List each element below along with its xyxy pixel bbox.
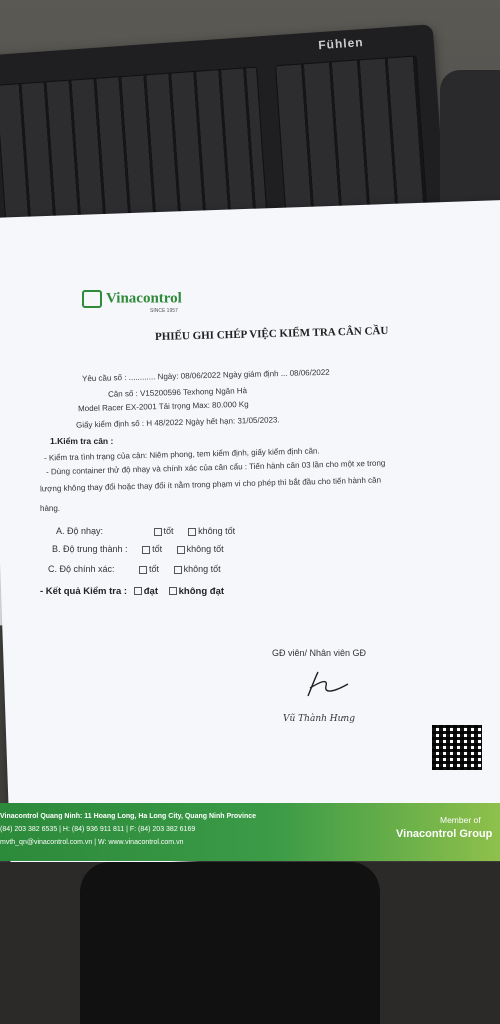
result-pass: đạt (143, 586, 158, 597)
checkbox-icon (177, 546, 185, 554)
bad-label: không tốt (198, 526, 236, 536)
check-bad-option (174, 564, 221, 574)
check-good-option (154, 526, 174, 536)
check-label: A. Độ nhạy: (56, 526, 104, 536)
check-bad-option (188, 526, 235, 536)
signer-name: Vũ Thành Hưng (283, 714, 355, 724)
bad-label: không tốt (183, 564, 221, 574)
check-sensitivity (56, 526, 235, 536)
check-good-option (142, 544, 162, 554)
vinacontrol-logo (82, 290, 182, 308)
checked-box-icon (134, 587, 142, 595)
check-good-option (139, 564, 159, 574)
good-label: tốt (152, 544, 163, 554)
method-line-1: - Dùng container thử độ nhạy và chính xác của cân cẩu : Tiến hành cân 03 lần cho một xe trong (45, 458, 386, 477)
check-accuracy (48, 564, 221, 574)
checked-box-icon (154, 528, 162, 536)
certificate-line: Giấy kiểm định số : H 48/2022 Ngày hết hạn: 31/05/2023. (75, 415, 280, 430)
logo-since: SINCE 1957 (150, 308, 178, 314)
footer-web: mvth_qn@vinacontrol.com.vn | W: www.vinacontrol.com.vn (0, 839, 184, 846)
check-fidelity (52, 544, 224, 554)
check-label: C. Độ chính xác: (48, 564, 115, 574)
bad-label: không tốt (186, 544, 224, 554)
checkbox-icon (188, 528, 196, 536)
logo-text: Vinacontrol (106, 290, 182, 307)
method-line-2: lượng không thay đổi hoặc thay đổi ít nằm trong phạm vi cho phép thì bắt đầu cho tiến hành cân (39, 475, 382, 494)
person-leg (80, 862, 380, 1024)
check-bad-option (177, 544, 224, 554)
checked-box-icon (142, 546, 150, 554)
check-label: B. Độ trung thành : (52, 544, 128, 554)
checkbox-icon (169, 587, 177, 595)
scale-number: Cân số : V15200596 Texhong Ngân Hà (107, 386, 248, 399)
result-fail: không đạt (178, 586, 225, 597)
qr-code-icon (432, 725, 482, 770)
section-title: 1.Kiểm tra cân : (50, 436, 114, 446)
method-line-3: hàng. (40, 504, 61, 513)
form-title: PHIẾU GHI CHÉP VIỆC KIỂM TRA CÂN CẦU (154, 324, 389, 344)
checkbox-icon (174, 566, 182, 574)
model-line: Model Racer EX-2001 Tải trọng Max: 80.000 Kg (77, 399, 249, 414)
good-label: tốt (149, 564, 160, 574)
result-line (40, 586, 224, 597)
status-check-line: - Kiểm tra tình trạng của cân: Niêm phong, tem kiểm định, giấy kiểm định cân. (43, 446, 320, 463)
footer-phones: (84) 203 382 6535 | H: (84) 936 911 811 | F: (84) 203 382 6169 (0, 826, 196, 833)
footer-address: Vinacontrol Quang Ninh: 11 Hoang Long, Ha Long City, Quang Ninh Province (0, 813, 257, 820)
checked-box-icon (139, 566, 147, 574)
request-line: Yêu cầu số : ............ Ngày: 08/06/2022 Ngày giám định ... 08/06/2022 (81, 367, 330, 384)
signature-icon (298, 668, 358, 698)
footer-group: Vinacontrol Group (396, 828, 493, 840)
scale-logo-icon (82, 290, 102, 308)
result-label: - Kết quả Kiểm tra : (40, 586, 128, 597)
footer-member: Member of (440, 815, 481, 825)
good-label: tốt (163, 526, 174, 536)
keyboard-brand: Fühlen (317, 35, 365, 53)
signer-role: GĐ viên/ Nhân viên GĐ (272, 648, 367, 658)
